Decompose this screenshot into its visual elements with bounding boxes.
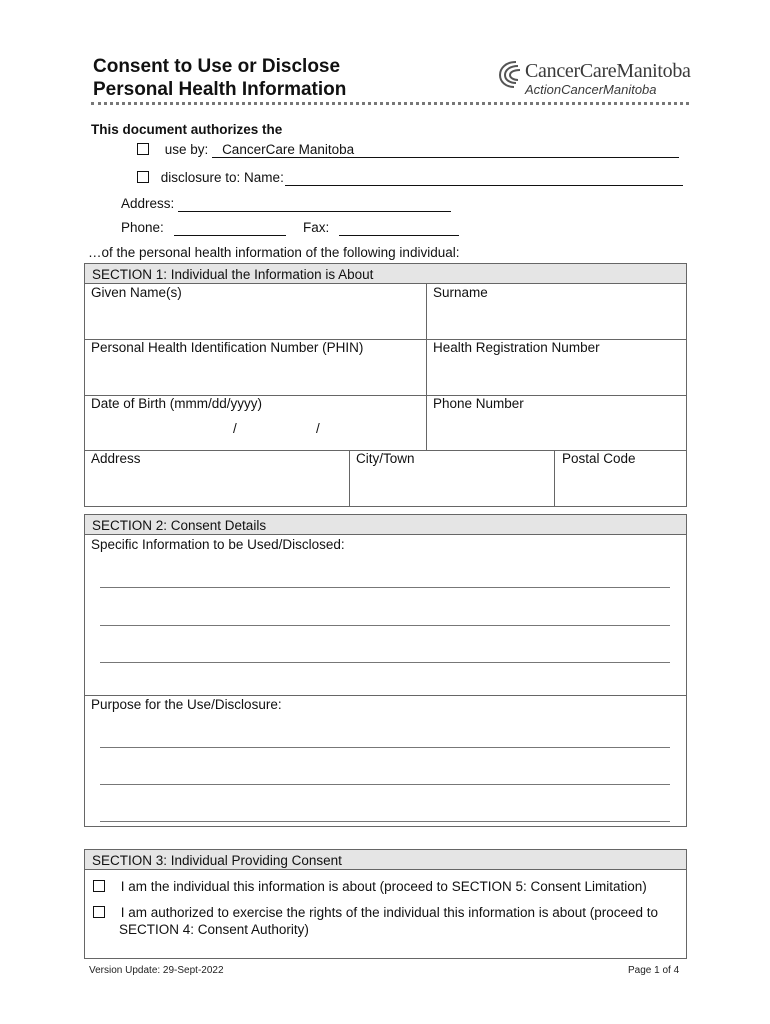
use-by-value: CancerCare Manitoba xyxy=(222,142,355,157)
disclosure-label: disclosure to: Name: xyxy=(160,170,284,185)
disclosure-row xyxy=(137,170,284,185)
dob-field[interactable]: Date of Birth (mmm/dd/yyyy) xyxy=(91,396,263,411)
section1-divider-v1 xyxy=(426,284,427,450)
section1-divider-v3 xyxy=(554,450,555,506)
phone-field[interactable] xyxy=(174,235,286,236)
specific-info-line-2[interactable] xyxy=(100,625,670,626)
logo-sub-text: ActionCancerManitoba xyxy=(525,82,657,97)
option-authorized-row xyxy=(93,905,658,920)
disclosure-name-field[interactable] xyxy=(285,185,683,186)
section1-header: SECTION 1: Individual the Information is About xyxy=(84,263,687,284)
option-authorized-checkbox[interactable] xyxy=(93,906,105,918)
specific-info-line-3[interactable] xyxy=(100,662,670,663)
section2-divider xyxy=(84,695,686,696)
cancercare-logo-icon xyxy=(496,58,522,90)
specific-info-line-1[interactable] xyxy=(100,587,670,588)
health-registration-field[interactable]: Health Registration Number xyxy=(433,340,600,355)
use-by-checkbox[interactable] xyxy=(137,143,149,155)
logo-main-text: CancerCareManitoba xyxy=(525,60,691,82)
disclosure-checkbox[interactable] xyxy=(137,171,149,183)
version-text: Version Update: 29-Sept-2022 xyxy=(89,965,224,976)
authorization-intro: This document authorizes the xyxy=(91,122,283,137)
fax-field[interactable] xyxy=(339,235,459,236)
address-cell[interactable]: Address xyxy=(91,451,141,466)
use-by-line[interactable] xyxy=(212,157,679,158)
use-by-label: use by: xyxy=(164,142,209,157)
page-title xyxy=(93,55,346,101)
phin-field[interactable]: Personal Health Identification Number (PHIN) xyxy=(91,340,364,355)
option-authorized-label-2: SECTION 4: Consent Authority) xyxy=(119,922,309,937)
postal-code-field[interactable]: Postal Code xyxy=(562,451,636,466)
section1-divider-v2 xyxy=(349,450,350,506)
address-field[interactable] xyxy=(178,211,451,212)
option-individual-checkbox[interactable] xyxy=(93,880,105,892)
dob-slash-1: / xyxy=(233,421,237,436)
dob-slash-2: / xyxy=(316,421,320,436)
section2-header: SECTION 2: Consent Details xyxy=(84,514,687,535)
specific-info-label: Specific Information to be Used/Disclosed: xyxy=(91,537,345,552)
page-number: Page 1 of 4 xyxy=(628,965,680,976)
fax-label: Fax: xyxy=(303,220,330,235)
option-individual-row xyxy=(93,879,647,894)
phone-number-field[interactable]: Phone Number xyxy=(433,396,524,411)
phone-label: Phone: xyxy=(121,220,164,235)
following-text: …of the personal health information of the following individual: xyxy=(88,245,460,260)
header-divider xyxy=(91,102,689,105)
purpose-line-1[interactable] xyxy=(100,747,670,748)
purpose-label: Purpose for the Use/Disclosure: xyxy=(91,697,282,712)
section2-table xyxy=(84,514,687,827)
title-line-1: Consent to Use or Disclose xyxy=(93,56,341,77)
section3-header: SECTION 3: Individual Providing Consent xyxy=(84,849,687,870)
option-authorized-label-1: I am authorized to exercise the rights of the individual this information is about (proceed to xyxy=(120,905,659,920)
title-line-2: Personal Health Information xyxy=(93,79,347,100)
purpose-line-2[interactable] xyxy=(100,784,670,785)
purpose-line-3[interactable] xyxy=(100,821,670,822)
city-field[interactable]: City/Town xyxy=(356,451,415,466)
use-by-row xyxy=(137,142,354,157)
option-individual-label: I am the individual this information is about (proceed to SECTION 5: Consent Limitation) xyxy=(120,879,647,894)
address-label: Address: xyxy=(121,196,175,211)
surname-field[interactable]: Surname xyxy=(433,285,488,300)
given-name-field[interactable]: Given Name(s) xyxy=(91,285,182,300)
